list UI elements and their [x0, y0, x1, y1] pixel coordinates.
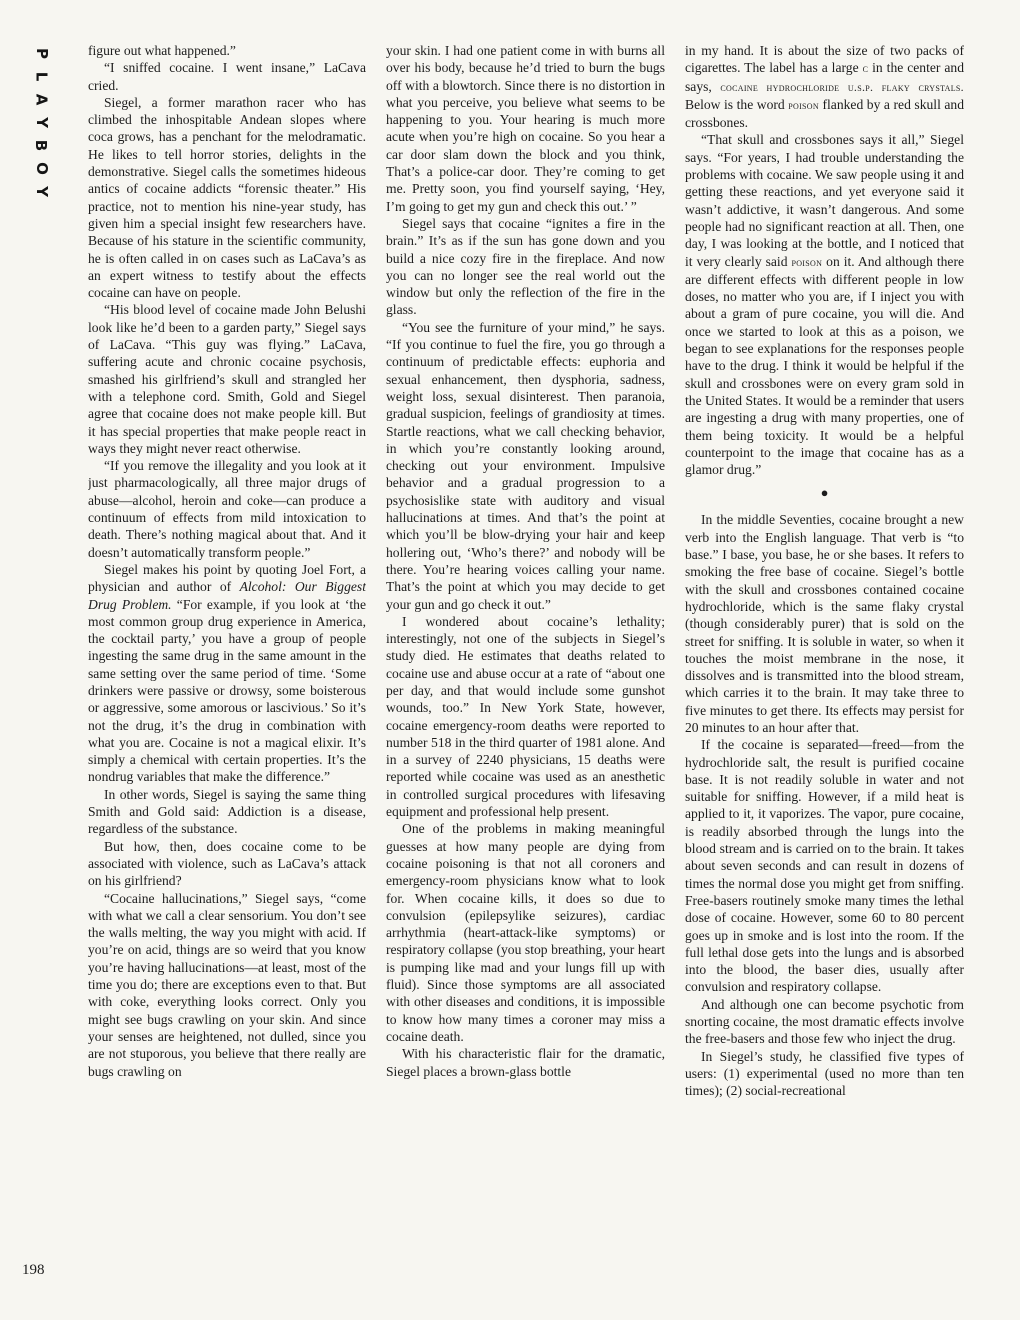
paragraph: In other words, Siegel is saying the same thing Smith and Gold said: Addiction is a disease, regardless of the substance.: [88, 786, 366, 837]
paragraph: your skin. I had one patient come in with burns all over his body, because he’d tried to burn the bugs off with a blowtorch. Since there is no distortion in what you perceive, you believe what seems to be happening to you. Your hearing is much more acute when you’re high on cocaine. So you hear a car door slam down the block and you think, That’s a police-car door. They’re coming to get me. Pretty soon, you find yourself saying, ‘Hey, I’m going to get my gun and check this out.’ ”: [386, 43, 665, 214]
paragraph: [685, 42, 964, 131]
book-title: Alcohol: Our Biggest Drug Problem.: [88, 579, 366, 612]
text-column-3: [685, 42, 964, 1294]
section-break-bullet: ●: [820, 485, 829, 501]
paragraph-text: “That skull and crossbones says it all,” Siegel says. “For years, I had trouble understanding the problems with cocaine. We saw people using it and getting these reactions, and yet everyone said it wasn’t addictive, it wasn’t dangerous. And some people had no significant reaction at all. Then, one day, I was looking at the bottle, and I noticed that it very clearly said: [685, 132, 964, 269]
masthead-letter: B: [32, 139, 51, 152]
paragraph-text: on it. And although there are different effects with different people in low doses, no matter who you are, if I inject you with about a gram of pure cocaine, you will die. And once we started to look at this as a poison, we began to see explanations for the responses people have to the drug. I think it would be helpful if the skull and crossbones were on every gram sold in the United States. It would be a reminder that users are ingesting a drug with many properties, one of them being toxicity. It would be a helpful counterpoint to the image that cocaine has as a glamor drug.”: [685, 253, 964, 478]
paragraph: One of the problems in making meaningful guesses at how many people are dying from cocaine poisoning is that not all coroners and emergency-room physicians know what to look for. When cocaine kills, it does so due to convulsion (epilepsylike seizures), cardiac arrhythmia (heart-attack-like symptoms) or respiratory collapse (you stop breathing, your heart is pumping like mad and your lungs fill up with fluid). Since those symptoms are all associated with other diseases and conditions, it is impossible to know how many times a coroner may miss a cocaine death.: [386, 821, 665, 1044]
paragraph-text: “For example, if you look at ‘the most common group drug experience in America, the cocktail party,’ you have a group of people ingesting the same drug in the same amount in the same setting over the same period of time. ‘Some drinkers were passive or drowsy, some boisterous or aggressive, some amorous or lascivious.’ So it’s not the drug, it’s the drug in combination with what you are. Cocaine is not a magical elixir. It’s simply a chemical with certain properties. It’s the nondrug variables that make the difference.”: [88, 596, 366, 785]
paragraph: If the cocaine is separated—freed—from the hydrochloride salt, the result is purified cocaine base. It is not readily soluble in water and not suitable for sniffing. However, if a mild heat is applied to it, it vaporizes. The vapor, pure cocaine, is readily absorbed through the lungs into the blood stream and is carried on to the brain. It takes about seven seconds and can result in dozens of times the normal dose you might get from sniffing. Free-basers routinely smoke many times the lethal dose of cocaine. However, some 60 to 80 percent goes up in smoke and is lost into the room. If the full lethal dose gets into the lungs and is absorbed into the blood, the baser dies, usually after convulsion and respiratory collapse.: [685, 737, 964, 995]
masthead-letter: P: [32, 48, 51, 59]
paragraph: [88, 561, 366, 786]
paragraph: Siegel, a former marathon racer who has climbed the inhospitable Andean slopes where coca grows, has a penchant for the melodramatic. He likes to tell horror stories, delights in the demonstrative. Siegel calls the sometimes hideous antics of cocaine addicts “forensic theater.” His practice, not to mention his nine-year study, has given him a special insight few researchers have. Because of his stature in the scientific community, he is often called in on cases such as LaCava’s as an expert witness to testify about the effects cocaine can have on people.: [88, 94, 366, 301]
paragraph: In Siegel’s study, he classified five types of users: (1) experimental (used no more than ten times); (2) social-recreational: [685, 1048, 964, 1099]
paragraph-text: Siegel makes his point by quoting Joel Fort, a physician and author of: [88, 561, 366, 595]
masthead-letter: O: [32, 162, 51, 175]
label-text: cocaine hydrochloride u.s.p. flaky crystals.: [720, 79, 964, 94]
text-column-2: [386, 42, 665, 1294]
paragraph: figure out what happened.”: [88, 43, 236, 58]
paragraph-text: Below is the word: [685, 96, 789, 112]
label-word: poison: [788, 97, 819, 112]
masthead-letter: A: [32, 93, 51, 106]
paragraph-text: flanked by a red skull and crossbones.: [685, 96, 964, 131]
masthead-letter: L: [32, 71, 51, 82]
paragraph: “Cocaine hallucinations,” Siegel says, “come with what we call a clear sensorium. You don’t see the walls melting, the way you might with acid. If you’re on acid, things are so weird that you know you’re having hallucinations—at least, most of the time you do; there are exceptions even to that. But with coke, everything looks correct. Only you might see bugs crawling on your skin. And since your senses are heightened, not dulled, since you are not stuporous, you believe that there really are bugs crawling on: [88, 890, 366, 1079]
magazine-masthead: [30, 42, 52, 203]
paragraph: “I sniffed cocaine. I went insane,” LaCava cried.: [88, 60, 366, 93]
masthead-letter: Y: [32, 117, 51, 128]
paragraph: In the middle Seventies, cocaine brought a new verb into the English language. That verb is “to base.” I base, you base, he or she bases. It refers to smoking the free base of cocaine. Siegel’s bottle with the skull and crossbones contained cocaine hydrochloride, which is the same flaky crystal (though considerably purer) that is sold on the street for sniffing. It is soluble in water, so when it touches the moist membrane in the nose, it dissolves and is transmitted into the blood stream, which carries it to the brain. It may take three to five minutes to get there. Its effects may persist for 20 minutes to an hour after that.: [685, 512, 964, 735]
paragraph-text: in my hand. It is about the size of two packs of cigarettes. The label has a large: [685, 43, 964, 76]
label-letter: c: [862, 61, 869, 76]
paragraph: But how, then, does cocaine come to be associated with violence, such as LaCava’s attack on his girlfriend?: [88, 838, 366, 889]
paragraph: [685, 131, 964, 478]
text-column-1: [88, 42, 366, 1294]
paragraph: “You see the furniture of your mind,” he says. “If you continue to fuel the fire, you go through a continuum of predictable effects: euphoria and sexual enhancement, then dysphoria, sadness, weight loss, sexual disinterest. Then paranoia, gradual suspicion, feelings of grandiosity at times. Startle reactions, what we call checking behavior, in which you’re constantly looking around, checking out your environment. Impulsive behavior and a gradual progression to a psychosislike state with auditory and visual hallucinations at times. And that’s the point at which you’ll be blow-drying your hair and keep hollering out, ‘Who’s there?’ and nobody will be there. You’re hearing voices calling your name. That’s the point at which you may decide to get your gun and go check it out.”: [386, 319, 665, 612]
paragraph: I wondered about cocaine’s lethality; interestingly, not one of the subjects in Siegel’s study died. He estimates that deaths related to cocaine use and abuse occur at a rate of “about one per day, and that would include some gunshot wounds, too.” In New York State, however, cocaine emergency-room deaths were reported to number 518 in the third quarter of 1981 alone. And in a survey of 2240 physicians, 15 deaths were reported while cocaine was used as an anesthetic in controlled surgical procedures with lifesaving equipment and professional help present.: [386, 613, 665, 820]
paragraph-text: in the center and says,: [685, 60, 964, 94]
label-word: poison: [791, 254, 823, 269]
paragraph: “If you remove the illegality and you look at it just pharmacologically, all three major drugs of abuse—alcohol, heroin and coke—can produce a continuum of effects from mild intoxication to death. There’s nothing magical about that. And it doesn’t automatically transform people.”: [88, 458, 366, 560]
page-number: 198: [22, 1262, 45, 1278]
paragraph: With his characteristic flair for the dramatic, Siegel places a brown-glass bottle: [386, 1046, 665, 1079]
paragraph: Siegel says that cocaine “ignites a fire in the brain.” It’s as if the sun has gone down and you build a nice cozy fire in the fireplace. And now you can no longer see the real world out the window but only the reflection of the fire in the glass.: [386, 215, 665, 318]
paragraph: And although one can become psychotic from snorting cocaine, the most dramatic effects involve the free-basers and those few who inject the drug.: [685, 996, 964, 1047]
paragraph: “His blood level of cocaine made John Belushi look like he’d been to a garden party,” Siegel says of LaCava. “This guy was flying.” LaCava, suffering acute and chronic cocaine psychosis, smashed his girlfriend’s skull and strangled her with a telephone cord. Smith, Gold and Siegel agree that cocaine does not make people kill. But it has special properties that make people react in ways they might never react otherwise.: [88, 302, 366, 456]
masthead-letter: Y: [32, 186, 51, 197]
